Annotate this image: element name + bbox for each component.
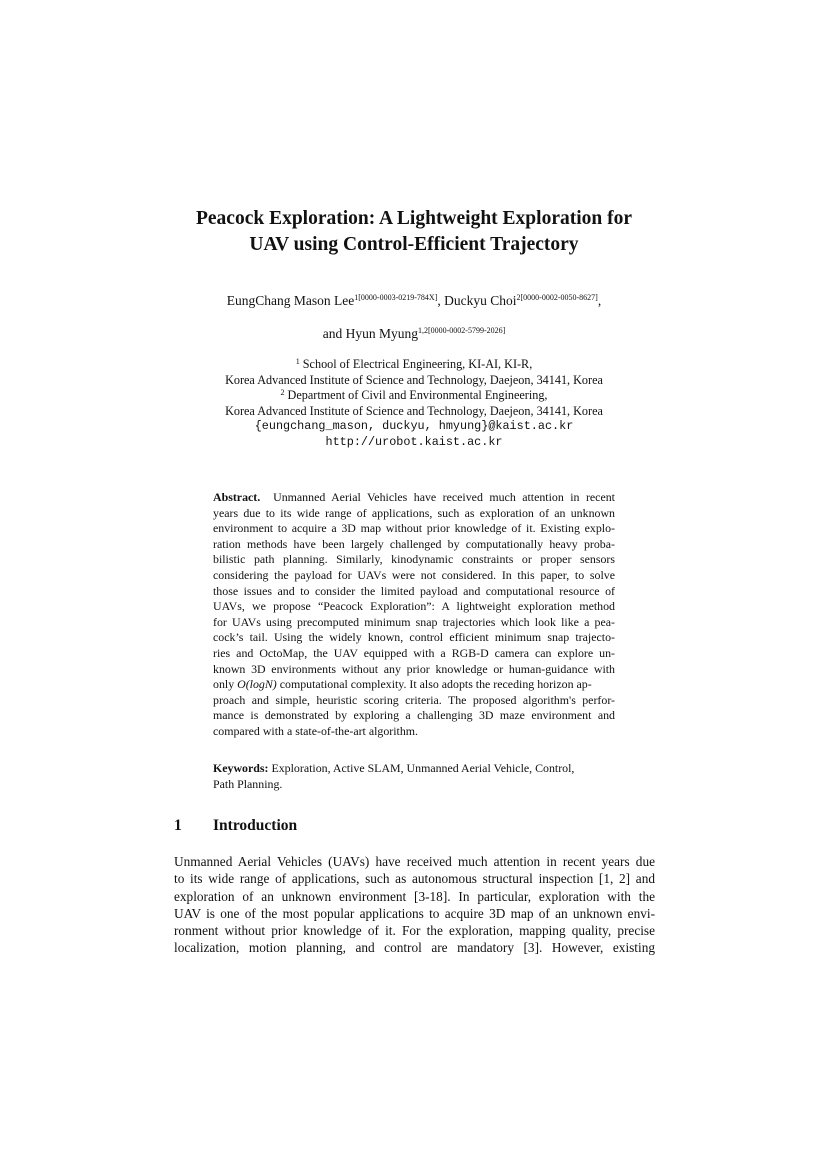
- title-line-1: Peacock Exploration: A Lightweight Exploration for: [195, 208, 633, 229]
- section-title: Introduction: [213, 817, 298, 834]
- abstract-line: known 3D environments without any prior knowledge or human-guidance with: [213, 661, 615, 676]
- abstract-line: ration methods have been largely challenged by computationally heavy proba-: [213, 536, 615, 551]
- keywords-text: Exploration, Active SLAM, Unmanned Aerial Vehicle, Control,: [271, 761, 575, 775]
- title-line-2: UAV using Control-Efficient Trajectory: [249, 234, 579, 255]
- paper-title: [150, 206, 678, 258]
- abstract: [213, 490, 615, 740]
- author-line-2: [120, 326, 708, 342]
- abstract-line: those issues and to consider the limited payload and computational resource of: [213, 583, 615, 598]
- body-line: exploration of an unknown environment [3-18]. In particular, exploration with the: [174, 888, 655, 904]
- keywords-label: Keywords:: [213, 761, 269, 775]
- abstract-only: only: [213, 677, 235, 692]
- affiliation-1-line-2: Korea Advanced Institute of Science and Technology, Daejeon, 34141, Korea: [225, 372, 603, 387]
- body-line: ronment without prior knowledge of it. For the exploration, mapping quality, precise: [174, 923, 655, 939]
- author-myung-orcid: 1,2[0000-0002-5799-2026]: [417, 326, 506, 335]
- body-line: Unmanned Aerial Vehicles (UAVs) have received much attention in recent years due: [174, 854, 655, 869]
- body-line: to its wide range of applications, such as autonomous structural inspection [1, 2] and: [174, 871, 655, 887]
- abstract-line: environment to acquire a 3D map without prior knowledge of it. Existing explo-: [213, 521, 615, 536]
- keywords: [213, 761, 615, 792]
- abstract-line: proach and simple, heuristic scoring criteria. The proposed algorithm's perfor-: [213, 692, 615, 707]
- abstract-line: ries and OctoMap, the UAV equipped with a RGB-D camera can explore un-: [213, 645, 615, 660]
- affiliation-2-line-2: Korea Advanced Institute of Science and Technology, Daejeon, 34141, Korea: [225, 403, 603, 418]
- abstract-line: UAVs, we propose “Peacock Exploration”: A lightweight exploration method: [213, 599, 615, 614]
- body-line: localization, motion planning, and control are mandatory [3]. However, existing: [174, 940, 655, 956]
- abstract-text: computational complexity. It also adopts the receding horizon ap-: [279, 677, 592, 692]
- affiliation-1-line-1: [150, 357, 678, 373]
- abstract-label: Abstract.: [213, 490, 261, 504]
- affiliation-2-mark: 2: [280, 388, 285, 398]
- author-choi: Duckyu Choi: [444, 293, 517, 308]
- affiliation-2-line-1: [150, 388, 678, 404]
- abstract-line: [213, 677, 615, 693]
- author-lee: EungChang Mason Lee: [226, 293, 355, 308]
- abstract-line: years due to its wide range of applications, such as exploration of an unknown: [213, 505, 615, 520]
- lab-url: http://urobot.kaist.ac.kr: [325, 434, 503, 449]
- abstract-line: for UAVs using precomputed minimum snap trajectories which look like a pea-: [213, 614, 615, 629]
- author-myung: Hyun Myung: [345, 326, 418, 341]
- affiliation-2-text: Department of Civil and Environmental Engineering,: [287, 388, 548, 403]
- body-line: UAV is one of the most popular applications to acquire 3D map of an unknown envi-: [174, 905, 655, 921]
- abstract-text: Unmanned Aerial Vehicles have received much attention in recent: [273, 490, 615, 504]
- affiliation-1-mark: 1: [295, 357, 300, 366]
- author-line-1: EungChang Mason Lee$^{1[0000-0003-0219-784X]}$, Duckyu Choi$^{2[0000-0002-0050-8627]}$,: [226, 293, 602, 308]
- author-and: and: [322, 326, 343, 341]
- author-choi-orcid: 2[0000-0002-0050-8627]: [516, 293, 598, 302]
- complexity-formula: O(logN): [237, 677, 277, 692]
- abstract-line: cock’s tail. Using the widely known, control efficient minimum snap trajecto-: [213, 630, 615, 645]
- keywords-line-1: [213, 761, 615, 777]
- section-number: 1: [174, 817, 182, 834]
- abstract-line: bilistic path planning. Similarly, kinodynamic constraints or proper sensors: [213, 552, 615, 567]
- abstract-line: considering the payload for UAVs were not considered. In this paper, to solve: [213, 567, 615, 582]
- author-lee-orcid: 1[0000-0003-0219-784X]: [354, 293, 438, 302]
- section-heading: [174, 817, 297, 835]
- author-emails: {eungchang_mason, duckyu, hmyung}@kaist.ac.kr: [254, 419, 574, 434]
- affiliations: [150, 357, 678, 451]
- abstract-line: compared with a state-of-the-art algorithm.: [213, 723, 419, 738]
- body-text: [174, 853, 655, 957]
- affiliation-1-text: School of Electrical Engineering, KI-AI, KI-R,: [302, 357, 533, 371]
- abstract-line: [213, 490, 615, 506]
- abstract-line: mance is demonstrated by exploring a challenging 3D maze environment and: [213, 708, 615, 723]
- keywords-line-2: Path Planning.: [213, 776, 283, 791]
